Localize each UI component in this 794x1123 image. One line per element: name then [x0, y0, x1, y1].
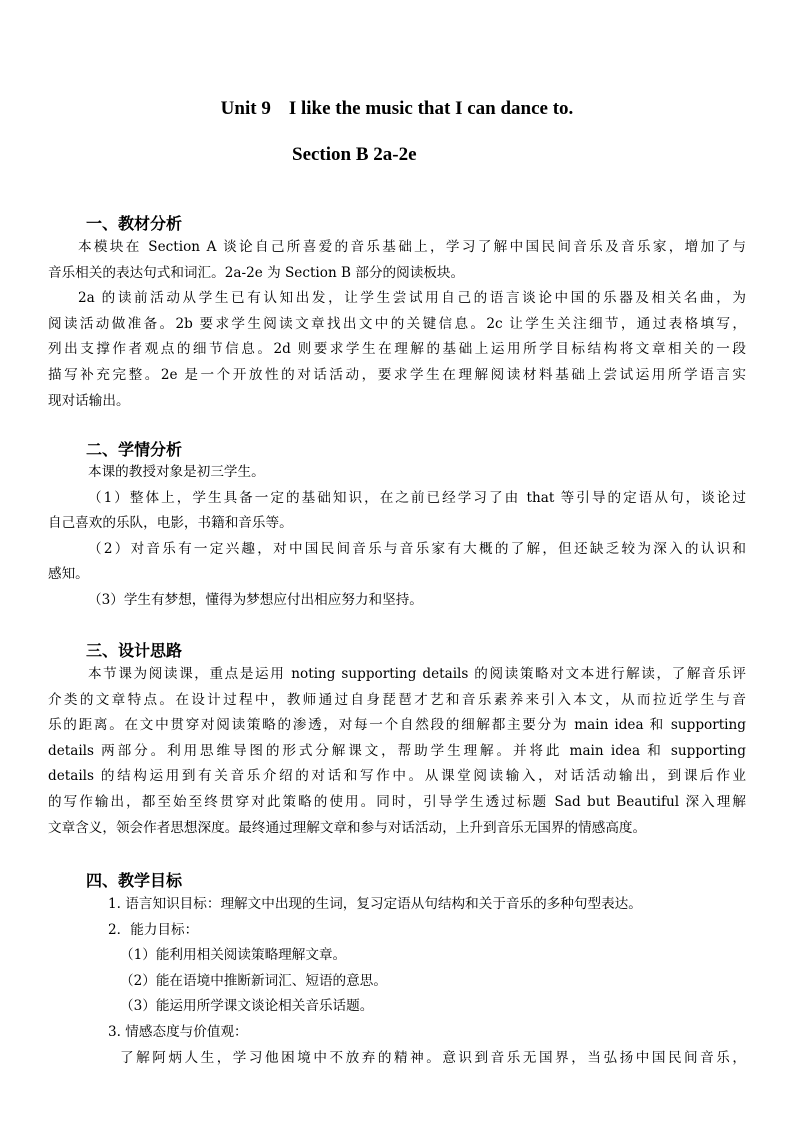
- text-line: （2）对音乐有一定兴趣，对中国民间音乐与音乐家有大概的了解，但还缺乏较为深入的认识和: [88, 540, 746, 557]
- paragraph-textbook-analysis: [48, 235, 746, 414]
- text-line: 3. 情感态度与价值观：: [108, 1023, 248, 1040]
- text-line: 本课的教授对象是初三学生。: [88, 464, 265, 480]
- paragraph-student-analysis: [48, 460, 746, 614]
- text-line: details 两部分。利用思维导图的形式分解课文，帮助学生理解。并将此 main idea 和 supporting: [48, 742, 746, 759]
- text-line: 现对话输出。: [48, 392, 130, 409]
- heading-textbook-analysis: 一、教材分析: [86, 214, 183, 233]
- heading-student-analysis: 二、学情分析: [86, 440, 183, 459]
- paragraph-teaching-objectives: [48, 892, 746, 1071]
- unit-title: [0, 98, 794, 120]
- unit-sentence: I like the music that I can dance to.: [288, 98, 574, 119]
- text-line: 文章含义，领会作者思想深度。最终通过理解文章和参与对话活动，上升到音乐无国界的情感高度。: [48, 819, 647, 836]
- text-line: 音乐相关的表达句式和词汇。2a-2e 为 Section B 部分的阅读板块。: [48, 264, 465, 281]
- text-line: 自己喜欢的乐队，电影，书籍和音乐等。: [48, 515, 293, 532]
- text-line: 本节课为阅读课，重点是运用 noting supporting details 的阅读策略对文本进行解读，了解音乐评: [88, 666, 746, 682]
- text-line: details 的结构运用到有关音乐介绍的对话和写作中。从课堂阅读输入，对话活动输出，到课后作业: [48, 768, 746, 785]
- heading-teaching-objectives: 四、教学目标: [86, 871, 183, 890]
- text-line: 感知。: [48, 566, 89, 583]
- text-line: （2）能在语境中推断新词汇、短语的意思。: [120, 972, 387, 989]
- text-line: （3）能运用所学课文谈论相关音乐话题。: [120, 998, 374, 1015]
- heading-design-ideas: 三、设计思路: [86, 641, 183, 660]
- text-line: 乐的距离。在文中贯穿对阅读策略的渗透，对每一个自然段的细解都主要分为 main idea 和 supporting: [48, 717, 746, 734]
- text-line: 的写作输出，都至始至终贯穿对此策略的使用。同时，引导学生透过标题 Sad but Beautiful 深入理解: [48, 793, 746, 810]
- text-line: （1）整体上，学生具备一定的基础知识，在之前已经学习了由 that 等引导的定语从句，谈论过: [88, 489, 746, 506]
- text-line: 本模块在 Section A 谈论自己所喜爱的音乐基础上，学习了解中国民间音乐及音乐家，增加了与: [78, 239, 746, 255]
- text-line: 2a 的读前活动从学生已有认知出发，让学生尝试用自己的语言谈论中国的乐器及相关名曲，为: [78, 290, 746, 307]
- text-line: 阅读活动做准备。2b 要求学生阅读文章找出文中的关键信息。2c 让学生关注细节，通过表格填写，: [48, 315, 746, 332]
- text-line: 2．能力目标：: [108, 921, 199, 938]
- text-line: （3）学生有梦想，懂得为梦想应付出相应努力和坚持。: [88, 591, 423, 608]
- text-line: 描写补充完整。2e 是一个开放性的对话活动，要求学生在理解阅读材料基础上尝试运用所学语言实: [48, 366, 746, 383]
- text-line: 介类的文章特点。在设计过程中，教师通过自身琵琶才艺和音乐素养来引入本文，从而拉近学生与音: [48, 691, 746, 708]
- text-line: 列出支撑作者观点的细节信息。2d 则要求学生在理解的基础上运用所学目标结构将文章相关的一段: [48, 341, 746, 358]
- section-title: Section B 2a-2e: [292, 144, 417, 165]
- text-line: 了解阿炳人生，学习他困境中不放弃的精神。意识到音乐无国界，当弘扬中国民间音乐，: [120, 1049, 746, 1066]
- unit-number: Unit 9: [220, 98, 271, 119]
- paragraph-design-ideas: [48, 662, 746, 841]
- text-line: 1. 语言知识目标：理解文中出现的生词，复习定语从句结构和关于音乐的多种句型表达。: [108, 896, 642, 912]
- text-line: （1）能利用相关阅读策略理解文章。: [120, 947, 347, 964]
